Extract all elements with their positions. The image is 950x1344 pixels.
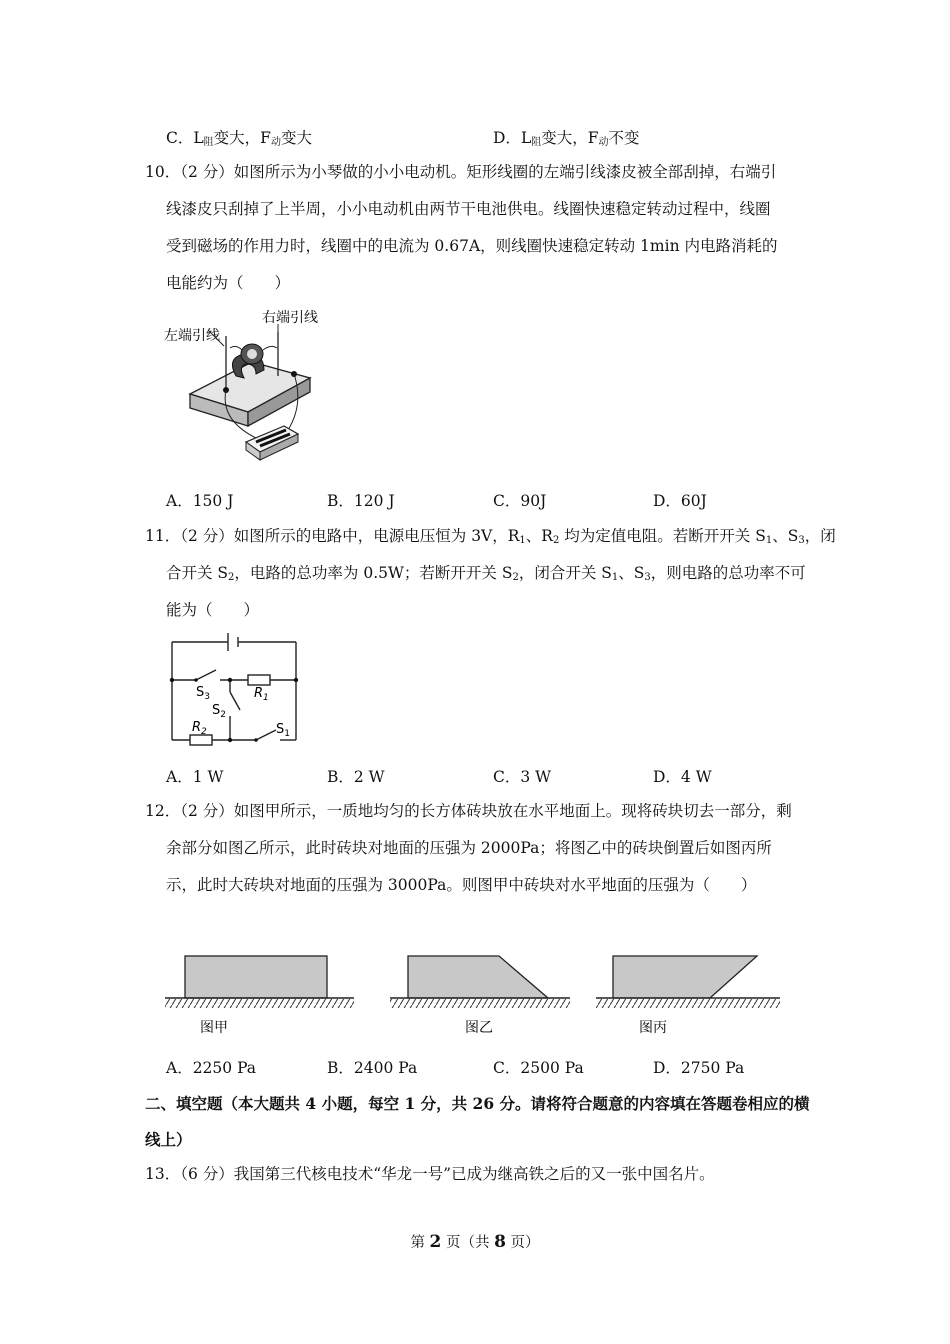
q10-line-3: 受到磁场的作用力时，线圈中的电流为 0.67A，则线圈快速稳定转动 1min 内电路消耗的	[166, 237, 778, 255]
bing-label: 图丙	[639, 1020, 667, 1036]
r2-label: $R_2$	[192, 720, 207, 737]
q9-option-c: C．$L_阻$变大，$F_动$变大	[166, 129, 312, 148]
q11-line-3: 能为（ ）	[166, 601, 260, 619]
left-lead-label: 左端引线	[164, 328, 220, 344]
q12-line-1: 12．（2 分）如图甲所示，一质地均匀的长方体砖块放在水平地面上。现将砖块切去一部分，剩	[145, 802, 792, 820]
q11-option-d: D．4 W	[653, 768, 712, 786]
s2-label: $S_2$	[212, 703, 226, 720]
r1-label: $R_1$	[254, 686, 269, 703]
q11-option-b: B．2 W	[327, 768, 385, 786]
q10-line-4: 电能约为（ ）	[166, 274, 291, 292]
section2-heading-line-2: 线上）	[145, 1130, 192, 1149]
yi-label: 图乙	[465, 1020, 493, 1036]
section2-heading-line-1: 二、填空题（本大题共 4 小题，每空 1 分，共 26 分。请将符合题意的内容填在答题卷相应的横	[145, 1094, 810, 1113]
page-total: 8	[494, 1232, 506, 1252]
page-footer: 第 2 页（共 8 页）	[410, 1232, 540, 1252]
q10-line-1: 10．（2 分）如图所示为小琴做的小小电动机。矩形线圈的左端引线漆皮被全部刮掉，右端引	[145, 163, 777, 181]
q10-option-b: B．120 J	[327, 492, 395, 510]
q11-option-c: C．3 W	[493, 768, 552, 786]
q10-option-c: C．90J	[493, 492, 547, 510]
q12-option-b: B．2400 Pa	[327, 1059, 418, 1077]
q11-option-a: A．1 W	[166, 768, 224, 786]
right-lead-label: 右端引线	[262, 310, 318, 326]
q11-line-2: 合开关 $S_2$，电路的总功率为 0.5W；若断开开关 $S_2$，闭合开关 $S_1$、$S_3$，则电路的总功率不可	[166, 564, 806, 583]
q10-option-d: D．60J	[653, 492, 707, 510]
q10-option-a: A．150 J	[166, 492, 234, 510]
q10-line-2: 线漆皮只刮掉了上半周，小小电动机由两节干电池供电。线圈快速稳定转动过程中，线圈	[166, 200, 771, 218]
q12-line-2: 余部分如图乙所示，此时砖块对地面的压强为 2000Pa；将图乙中的砖块倒置后如图丙所	[166, 839, 772, 857]
q9-option-d: D．$L_阻$变大，$F_动$不变	[493, 129, 640, 148]
q12-option-d: D．2750 Pa	[653, 1059, 745, 1077]
q10-motor-figure	[160, 302, 330, 468]
q11-line-1: 11．（2 分）如图所示的电路中，电源电压恒为 3V，$R_1$、$R_2$ 均为定值电阻。若断开开关 $S_1$、$S_3$，闭	[145, 527, 836, 546]
page-number: 2	[429, 1232, 442, 1252]
q12-option-c: C．2500 Pa	[493, 1059, 584, 1077]
q13-line-1: 13．（6 分）我国第三代核电技术“华龙一号”已成为继高铁之后的又一张中国名片。	[145, 1165, 715, 1183]
q12-line-3: 示，此时大砖块对地面的压强为 3000Pa。则图甲中砖块对水平地面的压强为（ ）	[166, 876, 757, 894]
q12-option-a: A．2250 Pa	[166, 1059, 257, 1077]
s3-label: $S_3$	[196, 685, 210, 702]
q12-bricks-figure	[160, 945, 790, 1045]
jia-label: 图甲	[200, 1020, 228, 1036]
s1-label: $S_1$	[276, 722, 290, 739]
q11-circuit-figure	[162, 630, 304, 746]
